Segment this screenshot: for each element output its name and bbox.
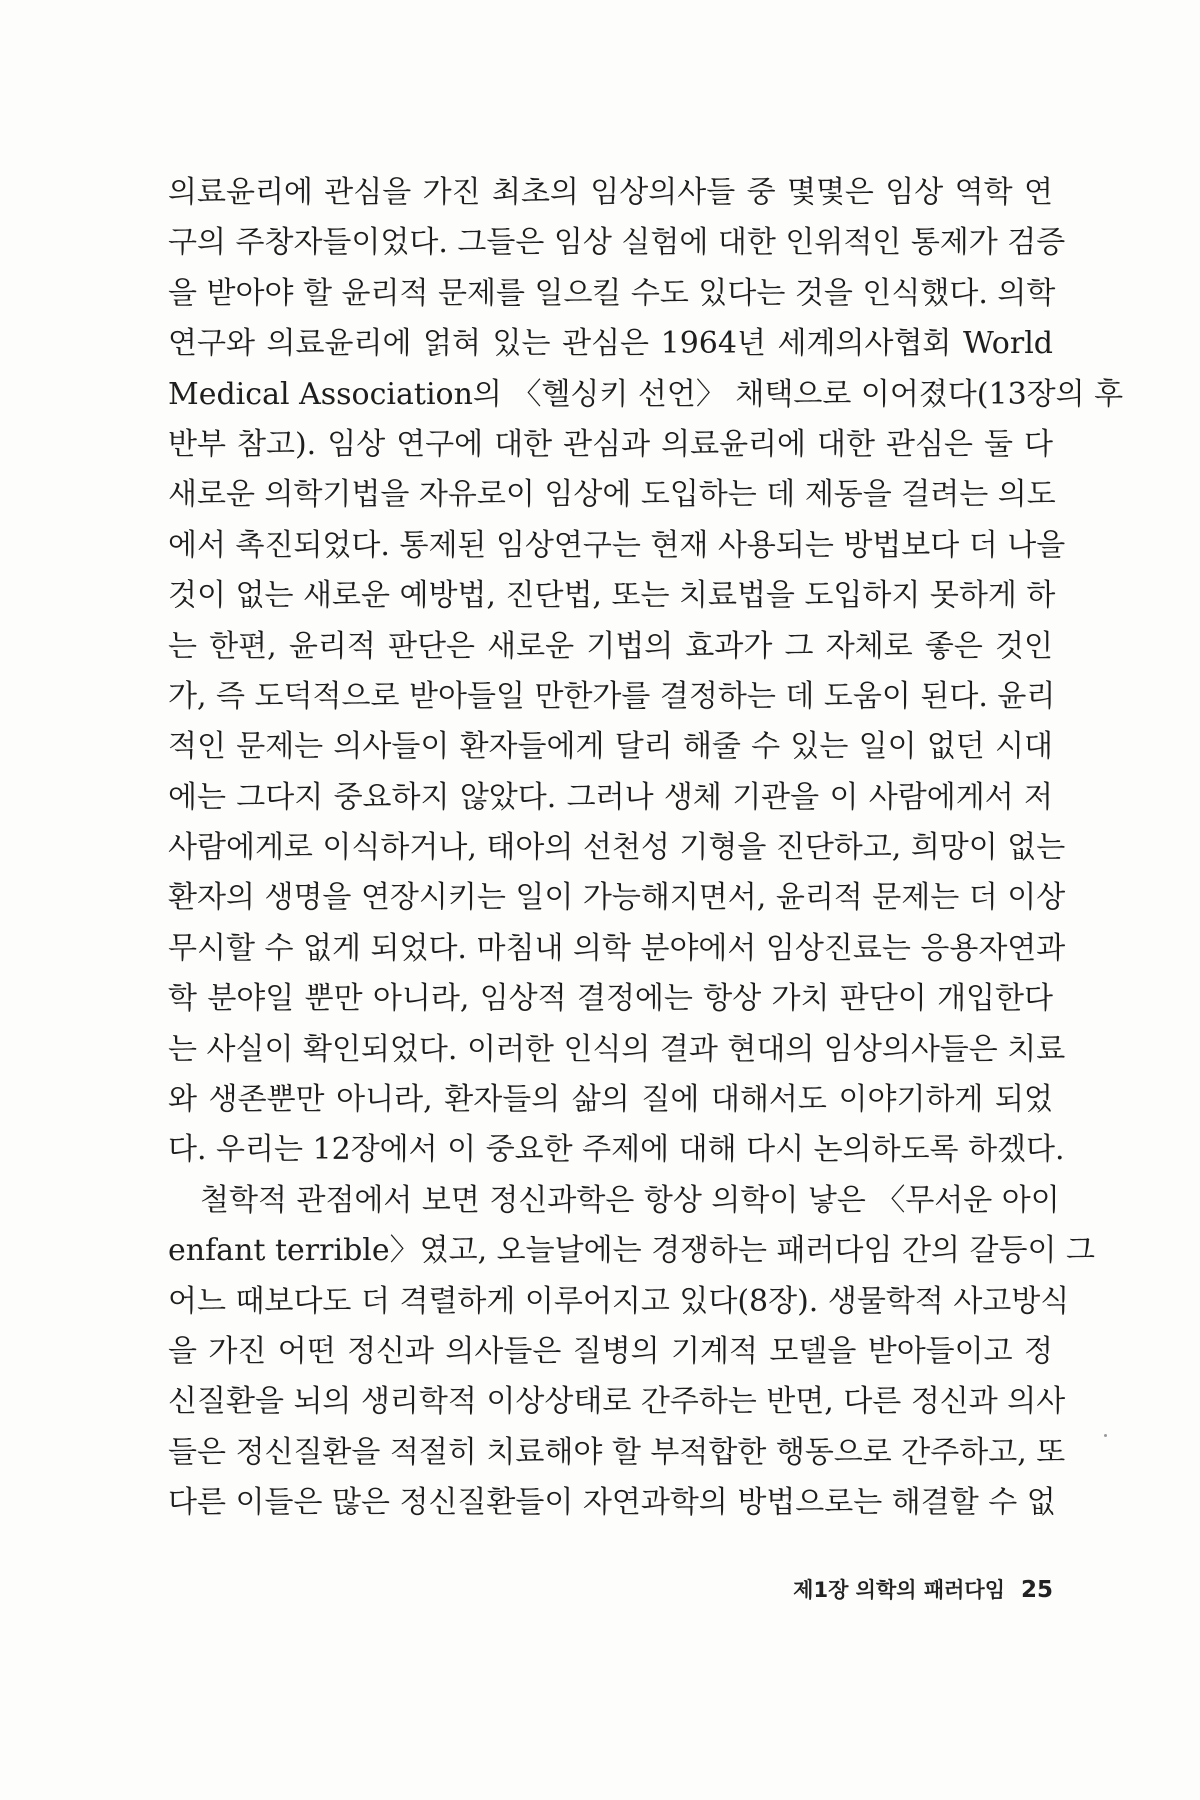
text-line: enfant terrible〉였고, 오늘날에는 경쟁하는 패러다임 간의 갈등이 그 bbox=[168, 1233, 1095, 1269]
text-line: Medical Association의 〈헬싱키 선언〉 채택으로 이어졌다(13장의 후 bbox=[168, 376, 1124, 412]
text-line: 무시할 수 없게 되었다. 마침내 의학 분야에서 임상진료는 응용자연과 bbox=[168, 930, 1066, 966]
text-line: 들은 정신질환을 적절히 치료해야 할 부적합한 행동으로 간주하고, 또 bbox=[168, 1434, 1066, 1470]
text-line: 학 분야일 뿐만 아니라, 임상적 결정에는 항상 가치 판단이 개입한다 bbox=[168, 981, 1053, 1017]
text-line: 연구와 의료윤리에 얽혀 있는 관심은 1964년 세계의사협회 World bbox=[168, 326, 1053, 362]
running-head: 제1장 의학의 패러다임 bbox=[793, 1578, 1005, 1602]
text-line: 는 사실이 확인되었다. 이러한 인식의 결과 현대의 임상의사들은 치료 bbox=[168, 1031, 1066, 1067]
text-line: 에는 그다지 중요하지 않았다. 그러나 생체 기관을 이 사람에게서 저 bbox=[168, 779, 1053, 815]
text-line: 에서 촉진되었다. 통제된 임상연구는 현재 사용되는 방법보다 더 나을 bbox=[168, 527, 1066, 563]
text-line: 사람에게로 이식하거나, 태아의 선천성 기형을 진단하고, 희망이 없는 bbox=[168, 830, 1066, 866]
paragraph-end-line: 다. 우리는 12장에서 이 중요한 주제에 대해 다시 논의하도록 하겠다. bbox=[168, 1132, 1065, 1168]
text-line: 의료윤리에 관심을 가진 최초의 임상의사들 중 몇몇은 임상 역학 연 bbox=[168, 175, 1053, 210]
text-line: 가, 즉 도덕적으로 받아들일 만한가를 결정하는 데 도움이 된다. 윤리 bbox=[168, 678, 1056, 714]
text-line: 것이 없는 새로운 예방법, 진단법, 또는 치료법을 도입하지 못하게 하 bbox=[168, 578, 1056, 614]
text-line: 을 받아야 할 윤리적 문제를 일으킬 수도 있다는 것을 인식했다. 의학 bbox=[168, 275, 1056, 311]
text-line: 을 가진 어떤 정신과 의사들은 질병의 기계적 모델을 받아들이고 정 bbox=[168, 1333, 1053, 1369]
page-number: 25 bbox=[1020, 1577, 1053, 1603]
body-text bbox=[168, 168, 1124, 1529]
text-line: 다른 이들은 많은 정신질환들이 자연과학의 방법으로는 해결할 수 없 bbox=[168, 1485, 1056, 1521]
scan-speck bbox=[1104, 1434, 1107, 1437]
text-line: 적인 문제는 의사들이 환자들에게 달리 해줄 수 있는 일이 없던 시대 bbox=[168, 729, 1053, 765]
text-line: 신질환을 뇌의 생리학적 이상상태로 간주하는 반면, 다른 정신과 의사 bbox=[168, 1384, 1066, 1420]
text-line: 는 한편, 윤리적 판단은 새로운 기법의 효과가 그 자체로 좋은 것인 bbox=[168, 628, 1053, 664]
text-line: 환자의 생명을 연장시키는 일이 가능해지면서, 윤리적 문제는 더 이상 bbox=[168, 880, 1066, 916]
text-line: 어느 때보다도 더 격렬하게 이루어지고 있다(8장). 생물학적 사고방식 bbox=[168, 1283, 1070, 1319]
text-line: 반부 참고). 임상 연구에 대한 관심과 의료윤리에 대한 관심은 둘 다 bbox=[168, 426, 1053, 462]
text-line: 와 생존뿐만 아니라, 환자들의 삶의 질에 대해서도 이야기하게 되었 bbox=[168, 1082, 1053, 1118]
text-line: 구의 주창자들이었다. 그들은 임상 실험에 대한 인위적인 통제가 검증 bbox=[168, 225, 1066, 261]
paragraph-start-line: 철학적 관점에서 보면 정신과학은 항상 의학이 낳은 〈무서운 아이 bbox=[200, 1182, 1060, 1218]
text-line: 새로운 의학기법을 자유로이 임상에 도입하는 데 제동을 걸려는 의도 bbox=[168, 477, 1056, 513]
page-footer bbox=[760, 1574, 1053, 1604]
